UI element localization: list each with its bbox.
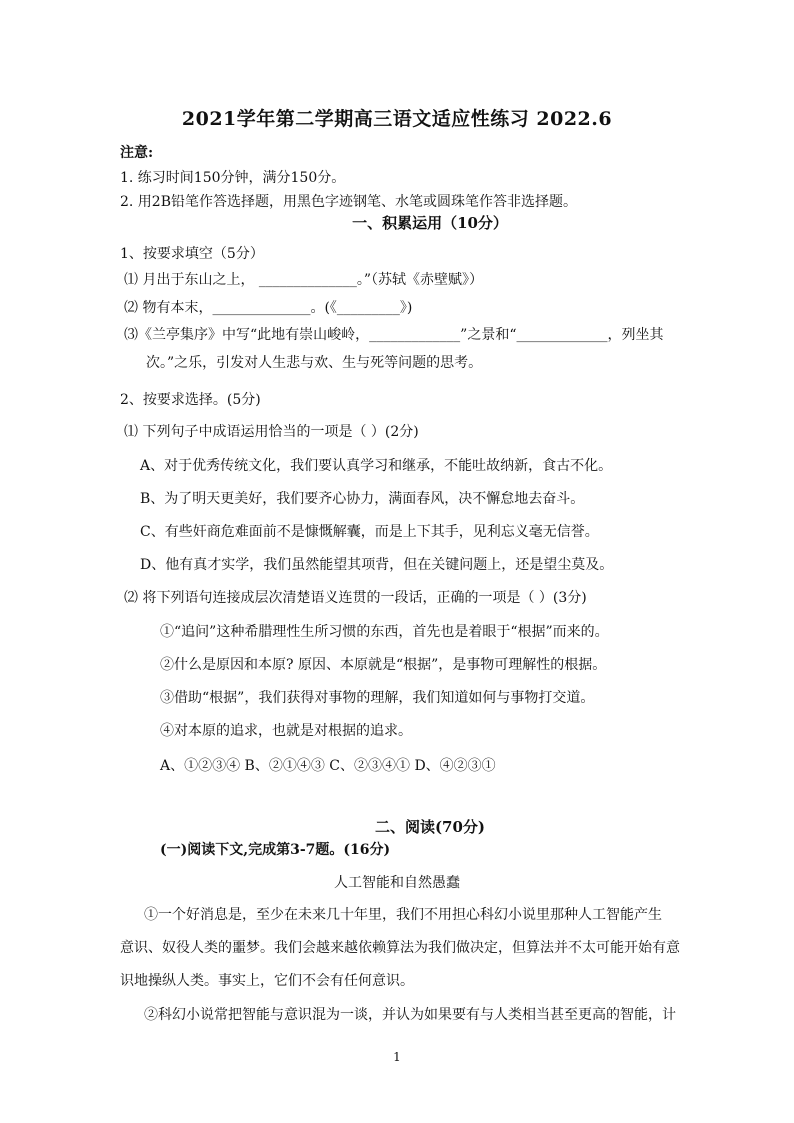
- section2-heading: 二、阅读(70分): [374, 818, 486, 836]
- section2-subheading: (一)阅读下文,完成第3-7题。(16分): [160, 842, 391, 858]
- page-title: 2021学年第二学期高三语文适应性练习 2022.6: [181, 108, 613, 130]
- article-paragraph-line-4: ②科幻小说常把智能与意识混为一谈，并认为如果要有与人类相当甚至更高的智能，计: [144, 1007, 676, 1023]
- q2-sub1-stem: ⑴ 下列句子中成语运用恰当的一项是（ ）(2分): [124, 424, 419, 440]
- q2-sub1-option-d: D、他有真才实学，我们虽然能望其项背，但在关键问题上，还是望尘莫及。: [140, 557, 614, 573]
- q2-sub2-sentence-1: ①“追问”这种希腊理性生所习惯的东西，首先也是着眼于“根据”而来的。: [160, 624, 609, 640]
- notice-label: 注意:: [120, 145, 154, 161]
- q2-stem: 2、按要求选择。(5分): [120, 392, 261, 408]
- q2-sub2-sentence-2: ②什么是原因和本原? 原因、本原就是“根据”，是事物可理解性的根据。: [160, 657, 607, 673]
- q1-line-2: ⑵ 物有本末，______________。(《_________》): [124, 300, 413, 316]
- q2-sub2-sentence-3: ③借助“根据”，我们获得对事物的理解，我们知道如何与事物打交道。: [160, 690, 595, 706]
- q2-sub1-option-b: B、为了明天更美好，我们要齐心协力，满面春风，决不懈怠地去奋斗。: [140, 491, 585, 507]
- q1-stem: 1、按要求填空（5分）: [120, 246, 264, 262]
- article-paragraph-line-1: ①一个好消息是，至少在未来几十年里，我们不用担心科幻小说里那种人工智能产生: [144, 907, 662, 923]
- article-title: 人工智能和自然愚蠢: [334, 875, 460, 891]
- q2-sub2-sentence-4: ④对本原的追求，也就是对根据的追求。: [160, 723, 412, 739]
- q2-sub2-options: A、①②③④ B、②①④③ C、②③④① D、④②③①: [160, 758, 496, 774]
- article-paragraph-line-3: 识地操纵人类。事实上，它们不会有任何意识。: [120, 973, 414, 989]
- q2-sub1-option-a: A、对于优秀传统文化，我们要认真学习和继承，不能吐故纳新，食古不化。: [140, 458, 613, 474]
- q2-sub2-stem: ⑵ 将下列语句连接成层次清楚语义连贯的一段话，正确的一项是（ ）(3分): [124, 590, 587, 606]
- article-paragraph-line-2: 意识、奴役人类的噩梦。我们会越来越依赖算法为我们做决定，但算法并不太可能开始有意: [120, 940, 680, 956]
- q1-line-3: ⑶《兰亭集序》中写“此地有崇山峻岭，_____________”之景和“_____________，列坐其: [124, 327, 664, 343]
- notice-item-1: 1. 练习时间150分钟，满分150分。: [120, 170, 346, 186]
- q1-line-1: ⑴ 月出于东山之上， ______________。”（苏轼《赤壁赋》）: [124, 272, 484, 288]
- q1-line-4: 次。”之乐，引发对人生悲与欢、生与死等问题的思考。: [146, 355, 483, 371]
- section1-heading: 一、积累运用（10分）: [352, 214, 508, 232]
- page-number: 1: [393, 1050, 401, 1064]
- notice-item-2: 2. 用2B铅笔作答选择题，用黑色字迹钢笔、水笔或圆珠笔作答非选择题。: [120, 194, 578, 210]
- q2-sub1-option-c: C、有些奸商危难面前不是慷慨解囊，而是上下其手，见利忘义毫无信誉。: [140, 524, 599, 540]
